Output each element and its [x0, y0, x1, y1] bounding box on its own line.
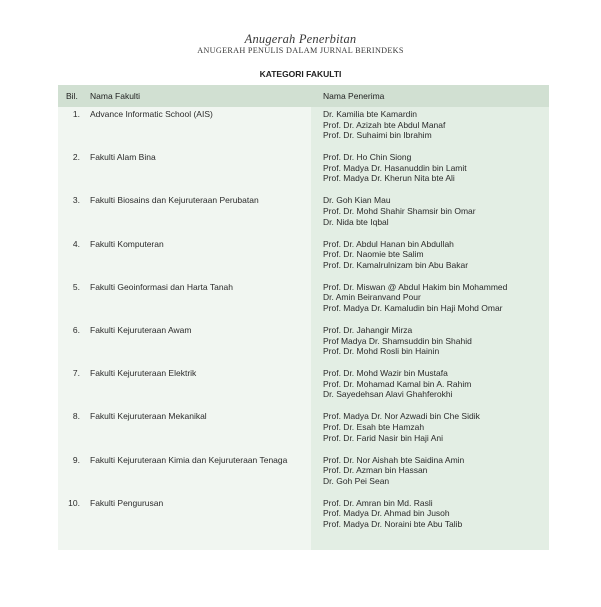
recipient-name: Prof. Dr. Miswan @ Abdul Hakim bin Mohammed — [323, 281, 508, 292]
recipient-name: Prof. Madya Dr. Nor Azwadi bin Che Sidik — [323, 411, 480, 422]
recipient-list — [323, 282, 548, 314]
recipient-name: Prof. Madya Dr. Ahmad bin Jusoh — [323, 508, 450, 519]
row-number: 7. — [72, 368, 80, 379]
table-row — [58, 195, 549, 238]
script-title: Anugerah Penerbitan — [244, 32, 357, 46]
faculty-name: Fakulti Komputeran — [90, 238, 164, 249]
row-number: 2. — [72, 152, 80, 163]
row-number: 3. — [72, 195, 80, 206]
row-number: 8. — [72, 411, 80, 422]
recipient-name: Prof. Dr. Naomie bte Salim — [323, 249, 424, 260]
recipient-name: Prof. Dr. Farid Nasir bin Haji Ani — [323, 432, 443, 443]
header-bil: Bil. — [66, 91, 78, 101]
recipient-name: Prof. Madya Dr. Kherun Nita bte Ali — [323, 173, 455, 184]
recipient-name: Prof. Dr. Mohd Wazir bin Mustafa — [323, 368, 448, 379]
row-number: 1. — [72, 109, 80, 119]
table-row — [58, 239, 549, 282]
faculty-name: Fakulti Biosains dan Kejuruteraan Perubatan — [90, 195, 259, 206]
recipient-list — [323, 152, 548, 184]
recipient-name: Prof. Dr. Ho Chin Siong — [323, 152, 412, 163]
recipient-list — [323, 368, 548, 400]
recipient-name: Dr. Goh Pei Sean — [323, 475, 390, 486]
faculty-award-table — [58, 85, 549, 550]
recipient-name: Prof. Dr. Mohd Shahir Shamsir bin Omar — [323, 205, 476, 216]
recipient-name: Prof Madya Dr. Shamsuddin bin Shahid — [323, 335, 472, 346]
recipient-name: Prof. Dr. Mohd Rosli bin Hainin — [323, 346, 440, 357]
faculty-name: Fakulti Kejuruteraan Awam — [90, 325, 192, 335]
recipient-name: Prof. Dr. Azman bin Hassan — [323, 465, 428, 476]
recipient-name: Dr. Goh Kian Mau — [323, 195, 391, 206]
main-title: ANUGERAH PENULIS DALAM JURNAL BERINDEKS — [197, 46, 404, 55]
recipient-list — [323, 325, 548, 357]
faculty-name: Fakulti Kejuruteraan Kimia dan Kejuruteraan Tenaga — [90, 454, 288, 465]
row-number: 9. — [72, 454, 80, 465]
header-faculty: Nama Fakulti — [90, 91, 141, 101]
recipient-name: Prof. Dr. Jahangir Mirza — [323, 325, 413, 335]
faculty-name: Fakulti Alam Bina — [90, 152, 156, 163]
recipient-name: Prof. Dr. Amran bin Md. Rasli — [323, 497, 433, 508]
recipient-name: Dr. Kamilia bte Kamardin — [323, 109, 418, 119]
recipient-list — [323, 195, 548, 227]
row-number: 6. — [72, 325, 80, 335]
recipient-name: Prof. Dr. Mohamad Kamal bin A. Rahim — [323, 378, 472, 389]
recipient-name: Prof. Dr. Azizah bte Abdul Manaf — [323, 119, 446, 130]
recipient-name: Dr. Sayedehsan Alavi Ghahferokhi — [323, 389, 453, 400]
recipient-list — [323, 455, 548, 487]
recipient-name: Dr. Nida bte Iqbal — [323, 216, 389, 227]
recipient-name: Dr. Amin Beiranvand Pour — [323, 292, 421, 303]
table-header-row — [58, 85, 549, 107]
faculty-name: Fakulti Geoinformasi dan Harta Tanah — [90, 281, 234, 292]
recipient-name: Prof. Dr. Esah bte Hamzah — [323, 421, 425, 432]
table-row — [58, 455, 549, 498]
recipient-list — [323, 239, 548, 271]
recipient-name: Prof. Dr. Kamalrulnizam bin Abu Bakar — [323, 259, 469, 270]
table-row — [58, 498, 549, 541]
header-recipient: Nama Penerima — [323, 91, 385, 101]
table-row — [58, 152, 549, 195]
recipient-list — [323, 411, 548, 443]
recipient-name: Prof. Dr. Nor Aishah bte Saidina Amin — [323, 454, 465, 465]
recipient-name: Prof. Dr. Suhaimi bin Ibrahim — [323, 130, 432, 141]
table-row — [58, 282, 549, 325]
category-heading: KATEGORI FAKULTI — [259, 69, 342, 79]
faculty-name: Fakulti Pengurusan — [90, 497, 164, 508]
row-number: 10. — [68, 497, 80, 508]
recipient-list — [323, 498, 548, 530]
row-number: 4. — [72, 238, 80, 249]
table-row — [58, 325, 549, 368]
table-row — [58, 368, 549, 411]
faculty-name: Advance Informatic School (AIS) — [90, 109, 213, 119]
recipient-name: Prof. Madya Dr. Hasanuddin bin Lamit — [323, 162, 467, 173]
recipient-name: Prof. Dr. Abdul Hanan bin Abdullah — [323, 238, 454, 249]
table-row — [58, 109, 549, 152]
recipient-list — [323, 109, 548, 141]
row-number: 5. — [72, 281, 80, 292]
recipient-name: Prof. Madya Dr. Noraini bte Abu Talib — [323, 518, 463, 529]
faculty-name: Fakulti Kejuruteraan Elektrik — [90, 368, 197, 379]
faculty-name: Fakulti Kejuruteraan Mekanikal — [90, 411, 207, 422]
table-row — [58, 411, 549, 454]
recipient-name: Prof. Madya Dr. Kamaludin bin Haji Mohd Omar — [323, 302, 503, 313]
